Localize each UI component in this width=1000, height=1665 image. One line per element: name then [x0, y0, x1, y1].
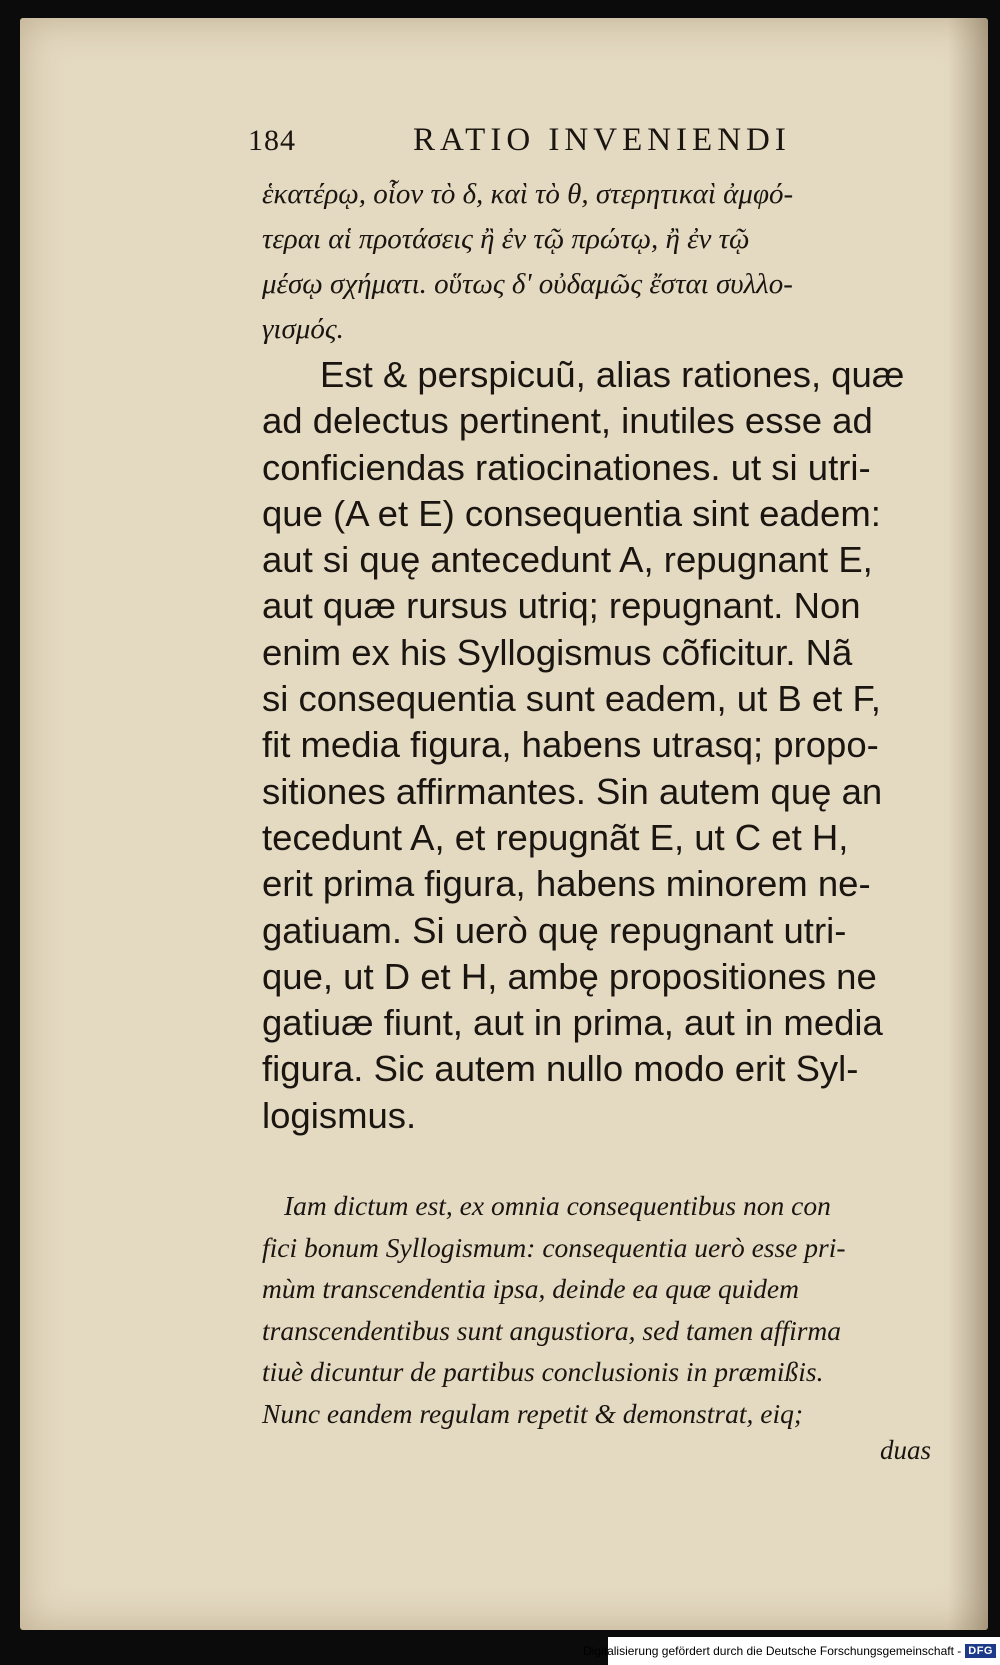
dfg-logo-icon: DFG [965, 1644, 996, 1658]
body-line: enim ex his Syllogismus cõficitur. Nã [262, 631, 853, 673]
catchword: duas [880, 1435, 932, 1465]
body-line: erit prima figura, habens minorem ne- [262, 863, 871, 905]
greek-line: ἑκατέρῳ, οἷον τὸ δ, καὶ τὸ θ, στερητικαὶ ἀμφό- [262, 178, 794, 210]
body-line: conficiendas ratiocinationes. ut si utri- [262, 446, 871, 488]
commentary-line: transcendentibus sunt angustiora, sed tamen affirma [262, 1314, 842, 1346]
body-line: aut quæ rursus utriq; repugnant. Non [262, 585, 861, 627]
body-line: Est & perspicuũ, alias rationes, quæ [320, 354, 905, 395]
page-edge-shadow [948, 18, 988, 1630]
commentary-line: fici bonum Syllogismum: consequentia uerò esse pri- [262, 1231, 846, 1263]
body-line: figura. Sic autem nullo modo erit Syl- [262, 1048, 859, 1090]
body-line: ad delectus pertinent, inutiles esse ad [262, 400, 873, 442]
body-line: si consequentia sunt eadem, ut B et F, [262, 678, 881, 720]
page-header [248, 122, 948, 172]
digitization-credit [583, 1637, 1000, 1665]
running-title: RATIO INVENIENDI [413, 122, 791, 158]
body-line: logismus. [262, 1094, 417, 1136]
greek-line: τεραι αἱ προτάσεις ἢ ἐν τῷ πρώτῳ, ἢ ἐν τῷ [262, 223, 750, 255]
page-number: 184 [248, 124, 296, 157]
commentary-line: Nunc eandem regulam repetit & demonstrat, eiq; [262, 1397, 803, 1429]
greek-line: μέσῳ σχήματι. οὕτως δ' οὐδαμῶς ἔσται συλλο- [262, 268, 793, 300]
body-line: que, ut D et H, ambę propositiones ne [262, 955, 877, 997]
body-line: gatiuæ fiunt, aut in prima, aut in media [262, 1002, 883, 1044]
main-paragraph [262, 352, 952, 1139]
greek-quotation [262, 172, 947, 352]
body-line: aut si quę antecedunt A, repugnant E, [262, 539, 873, 581]
body-line: que (A et E) consequentia sint eadem: [262, 492, 881, 534]
body-line: gatiuam. Si uerò quę repugnant utri- [262, 909, 847, 951]
commentary-line: tiuè dicuntur de partibus conclusionis in præmißis. [262, 1356, 824, 1387]
greek-line: γισμός. [262, 313, 344, 345]
body-line: fit media figura, habens utrasq; propo- [262, 724, 879, 766]
credit-text: Digitalisierung gefördert durch die Deutsche Forschungsgemeinschaft - [583, 1644, 962, 1658]
commentary-line: mùm transcendentia ipsa, deinde ea quæ quidem [262, 1273, 799, 1304]
body-line: sitiones affirmantes. Sin autem quę an [262, 770, 883, 812]
commentary-line: Iam dictum est, ex omnia consequentibus non con [284, 1190, 831, 1221]
commentary-paragraph [262, 1185, 952, 1434]
body-line: tecedunt A, et repugnãt E, ut C et H, [262, 816, 849, 858]
